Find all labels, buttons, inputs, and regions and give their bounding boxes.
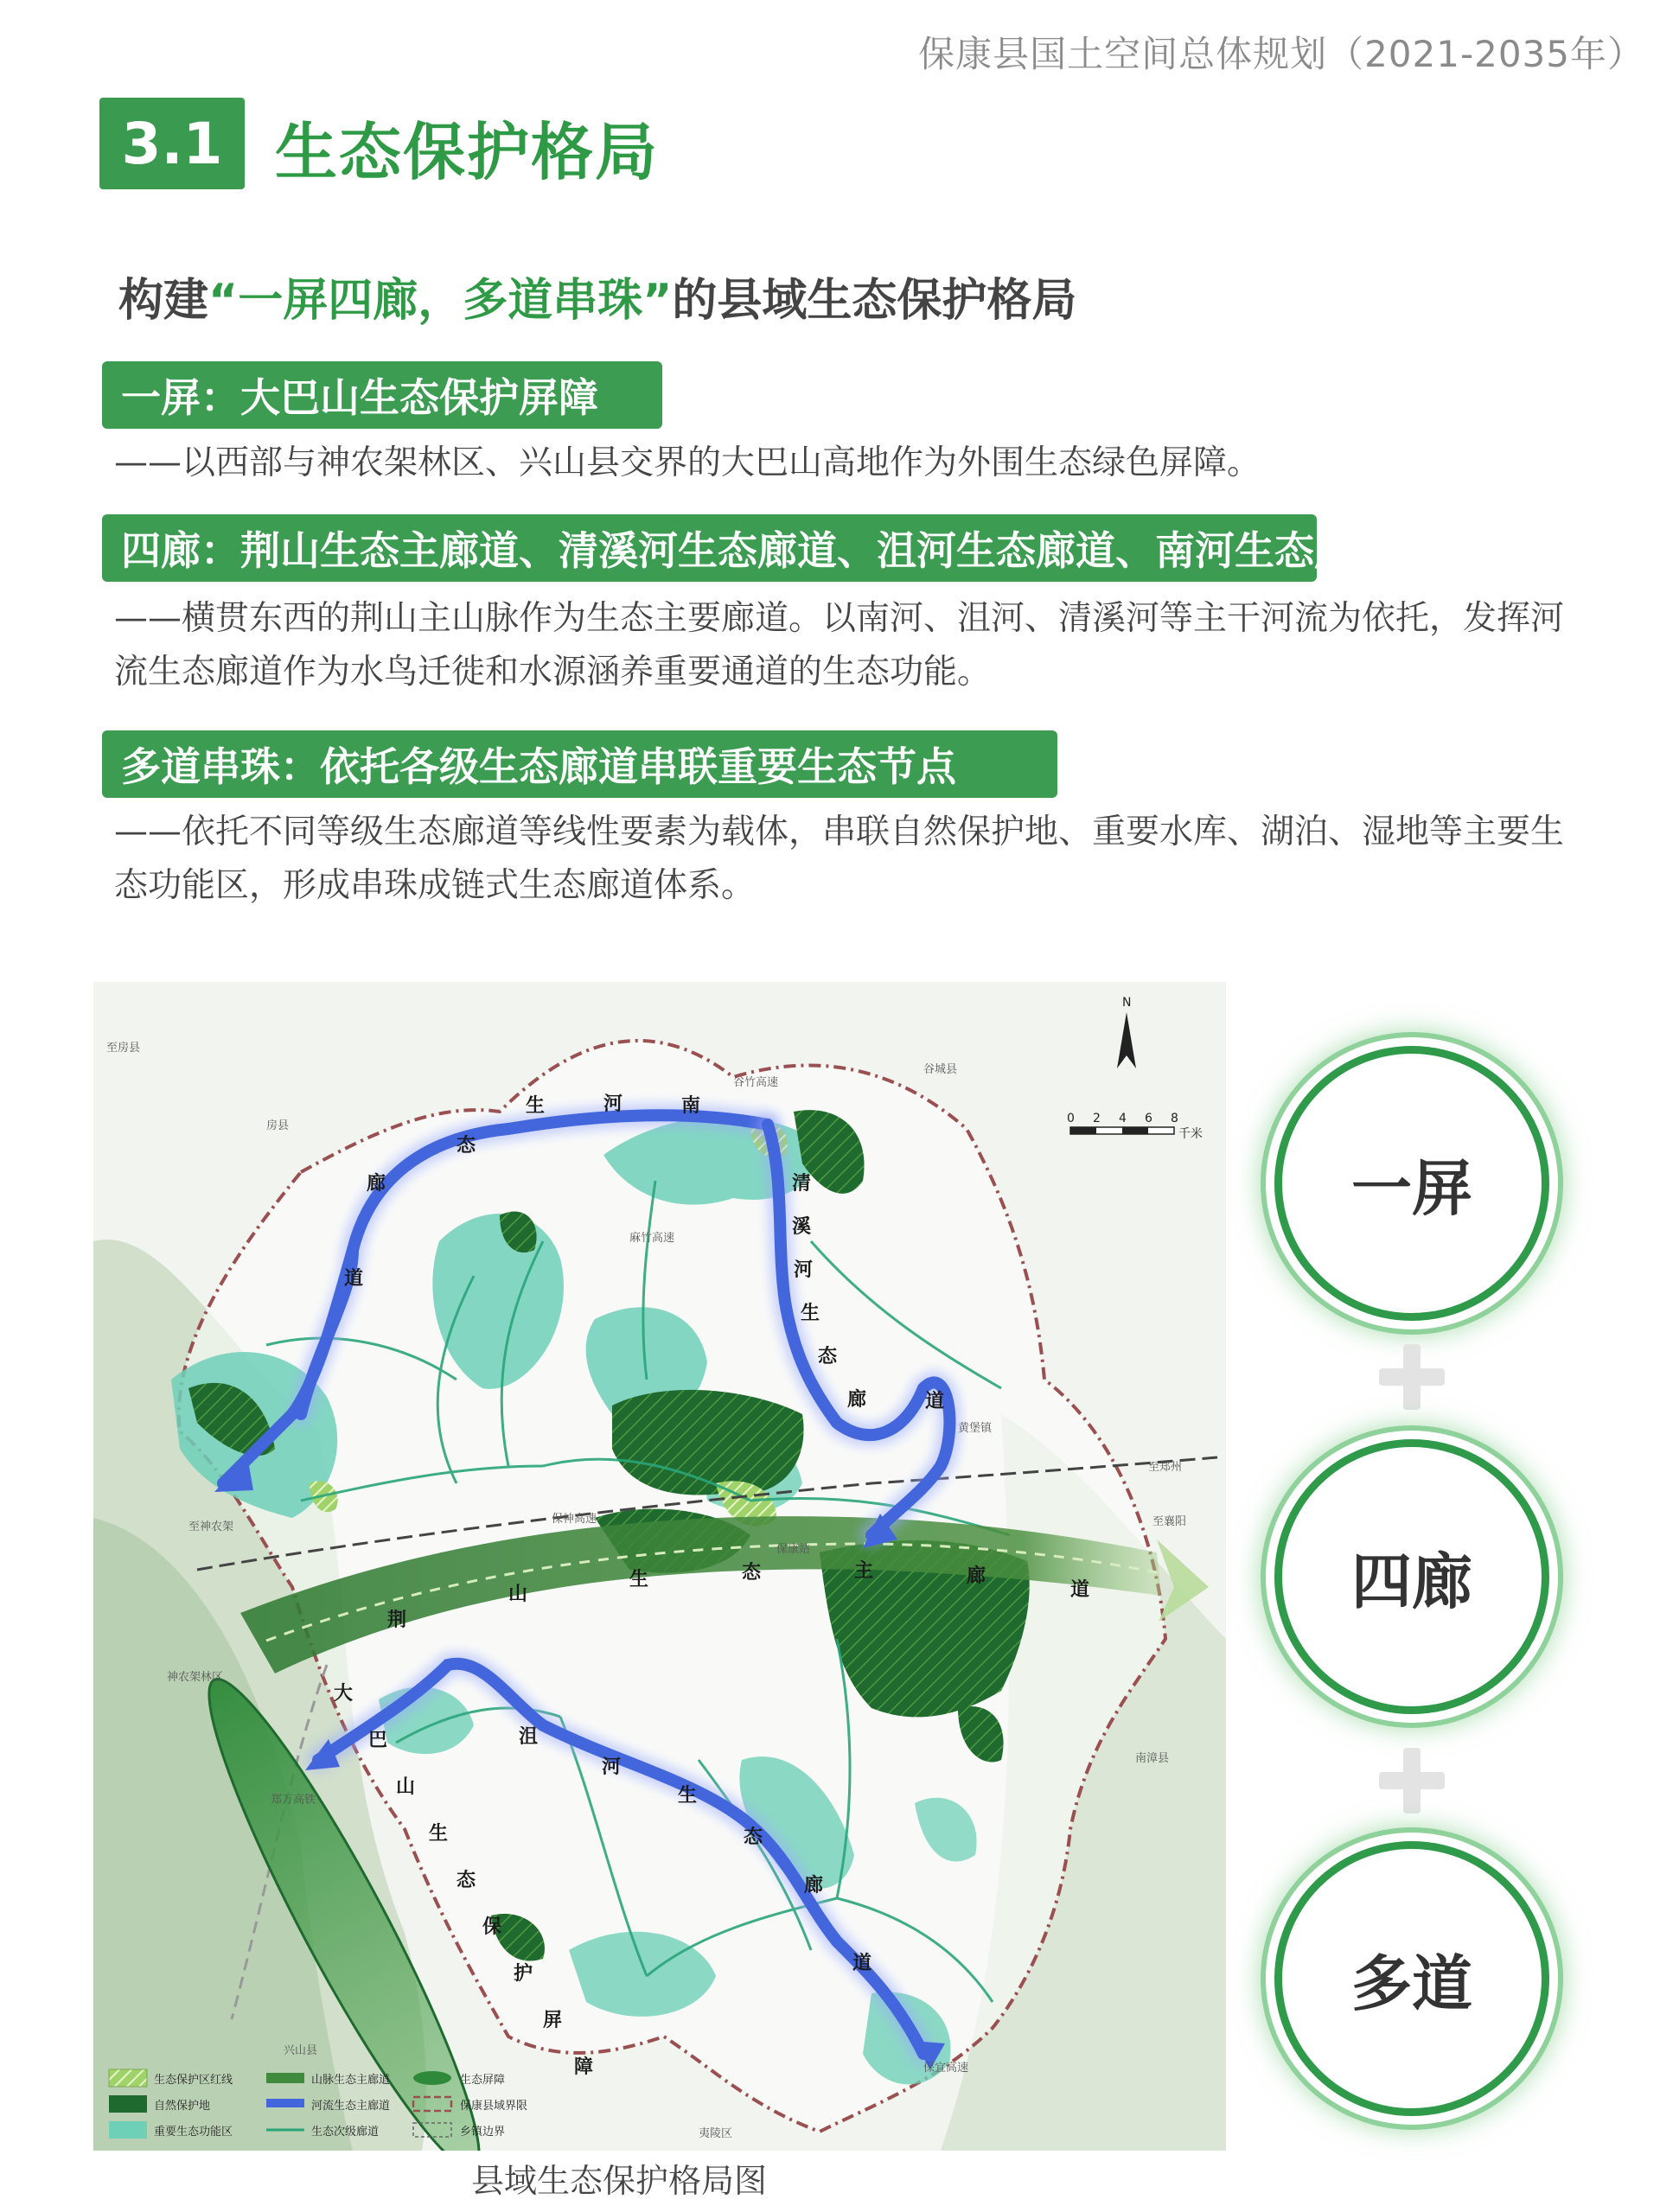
label-daba-5: 保 bbox=[482, 1916, 502, 1938]
item-heading-multi-path: 多道串珠：依托各级生态廊道串联重要生态节点 bbox=[102, 730, 1057, 798]
svg-text:保康县域界限: 保康县域界限 bbox=[460, 2100, 528, 2113]
label-daba-1: 巴 bbox=[368, 1730, 388, 1751]
label-daba-0: 大 bbox=[334, 1683, 354, 1705]
svg-text:8: 8 bbox=[1171, 1112, 1178, 1125]
circle-multi-path-label: 多道 bbox=[1351, 1947, 1472, 2019]
label-daba-6: 护 bbox=[514, 1963, 533, 1985]
label-daba-4: 态 bbox=[456, 1870, 476, 1891]
nature-reserve-3 bbox=[612, 1390, 804, 1495]
label-juhe-4: 廊 bbox=[804, 1875, 824, 1896]
label-jingshan-1: 山 bbox=[508, 1584, 528, 1605]
label-nanhe-2: 生 bbox=[526, 1095, 546, 1117]
section-number: 3.1 bbox=[99, 98, 245, 189]
place-zhengwan-rail: 郑万高铁 bbox=[271, 1794, 316, 1807]
svg-text:生态屏障: 生态屏障 bbox=[460, 2074, 506, 2087]
document-title: 保康县国土空间总体规划（2021-2035年） bbox=[918, 33, 1644, 75]
item-text-corridors: ——横贯东西的荆山主山脉作为生态主要廊道。以南河、沮河、清溪河等主干河流为依托，发挥河流生态廊道作为水鸟迁徙和水源涵养重要通道的生态功能。 bbox=[114, 599, 1565, 692]
place-mazhu-hwy: 麻竹高速 bbox=[629, 1232, 675, 1245]
label-nanhe-0: 南 bbox=[681, 1095, 701, 1117]
item-text-screen: ——以西部与神农架林区、兴山县交界的大巴山高地作为外围生态绿色屏障。 bbox=[114, 443, 1261, 482]
plus-icon bbox=[1379, 1344, 1445, 1410]
label-daba-3: 生 bbox=[429, 1823, 449, 1845]
label-qingxi-6: 道 bbox=[925, 1391, 945, 1412]
label-daba-7: 屏 bbox=[543, 2010, 563, 2031]
label-jingshan-4: 主 bbox=[854, 1560, 874, 1582]
svg-text:0: 0 bbox=[1067, 1112, 1075, 1125]
label-qingxi-0: 清 bbox=[792, 1173, 812, 1195]
circle-one-screen-label: 一屏 bbox=[1351, 1152, 1472, 1224]
svg-text:生态次级廊道: 生态次级廊道 bbox=[311, 2126, 380, 2139]
place-shennongjia-to: 至神农架 bbox=[188, 1520, 234, 1533]
section-title: 生态保护格局 bbox=[275, 116, 660, 188]
label-daba-2: 山 bbox=[396, 1776, 416, 1798]
label-qingxi-3: 生 bbox=[801, 1303, 820, 1324]
headline bbox=[118, 264, 1076, 328]
plus-icon bbox=[1379, 1748, 1445, 1814]
place-fangxian-to: 至房县 bbox=[106, 1042, 141, 1055]
label-nanhe-1: 河 bbox=[603, 1093, 623, 1115]
svg-text:山脉生态主廊道: 山脉生态主廊道 bbox=[311, 2074, 391, 2087]
label-jingshan-0: 荆 bbox=[387, 1610, 407, 1631]
svg-text:千米: 千米 bbox=[1178, 1127, 1203, 1141]
map-legend bbox=[109, 2069, 527, 2139]
place-xingshan: 兴山县 bbox=[284, 2044, 318, 2057]
item-heading-screen: 一屏：大巴山生态保护屏障 bbox=[102, 361, 662, 429]
label-juhe-0: 沮 bbox=[519, 1726, 539, 1748]
label-jingshan-6: 道 bbox=[1070, 1579, 1090, 1601]
circle-four-corridors-label: 四廊 bbox=[1351, 1546, 1472, 1617]
place-baoshen-hwy: 保神高速 bbox=[552, 1513, 597, 1526]
circle-one-screen bbox=[1274, 1046, 1549, 1321]
label-juhe-5: 道 bbox=[852, 1953, 872, 1974]
headline-highlight: “一屏四廊，多道串珠” bbox=[208, 275, 673, 327]
place-baoyi-hwy: 保宜高速 bbox=[923, 2062, 969, 2075]
place-shennongjia: 神农架林区 bbox=[167, 1671, 224, 1684]
svg-text:2: 2 bbox=[1093, 1112, 1101, 1125]
label-nanhe-4: 廊 bbox=[367, 1173, 386, 1195]
label-nanhe-3: 态 bbox=[456, 1135, 476, 1157]
place-zhengzhou-to: 至郑州 bbox=[1148, 1461, 1183, 1474]
label-qingxi-1: 溪 bbox=[792, 1216, 812, 1238]
place-nanzhang: 南漳县 bbox=[1135, 1752, 1170, 1765]
svg-text:生态保护区红线: 生态保护区红线 bbox=[154, 2074, 233, 2087]
circle-multi-path bbox=[1274, 1841, 1549, 2116]
place-huangbao: 黄堡镇 bbox=[958, 1422, 993, 1435]
svg-text:自然保护地: 自然保护地 bbox=[154, 2100, 211, 2113]
headline-prefix: 构建 bbox=[118, 275, 209, 327]
svg-text:河流生态主廊道: 河流生态主廊道 bbox=[311, 2100, 391, 2113]
svg-text:N: N bbox=[1122, 996, 1132, 1010]
place-gucheng: 谷城县 bbox=[923, 1063, 958, 1076]
label-qingxi-2: 河 bbox=[794, 1259, 814, 1281]
label-juhe-3: 态 bbox=[744, 1826, 763, 1848]
map-caption: 县域生态保护格局图 bbox=[470, 2162, 767, 2200]
svg-text:4: 4 bbox=[1119, 1112, 1127, 1125]
label-juhe-2: 生 bbox=[678, 1785, 698, 1807]
headline-suffix: 的县域生态保护格局 bbox=[672, 275, 1077, 327]
ecological-pattern-map bbox=[93, 982, 1226, 2151]
label-jingshan-5: 廊 bbox=[967, 1565, 986, 1587]
item-heading-corridors: 四廊：荆山生态主廊道、清溪河生态廊道、沮河生态廊道、南河生态廊道 bbox=[102, 514, 1317, 582]
svg-text:重要生态功能区: 重要生态功能区 bbox=[154, 2126, 233, 2139]
label-juhe-1: 河 bbox=[602, 1756, 622, 1778]
place-baokang-station: 保康站 bbox=[776, 1543, 811, 1556]
place-guzhu-hwy: 谷竹高速 bbox=[733, 1076, 779, 1089]
label-qingxi-4: 态 bbox=[818, 1346, 838, 1367]
item-text-multi-path: ——依托不同等级生态廊道等线性要素为载体，串联自然保护地、重要水库、湖泊、湿地等主要生态功能区，形成串珠成链式生态廊道体系。 bbox=[114, 813, 1565, 905]
label-jingshan-3: 态 bbox=[742, 1562, 762, 1584]
label-jingshan-2: 生 bbox=[629, 1569, 649, 1590]
svg-text:乡镇边界: 乡镇边界 bbox=[460, 2126, 506, 2139]
label-nanhe-5: 道 bbox=[344, 1268, 364, 1290]
label-qingxi-5: 廊 bbox=[847, 1389, 867, 1411]
place-xiangyang-to: 至襄阳 bbox=[1152, 1515, 1187, 1528]
svg-text:6: 6 bbox=[1145, 1112, 1152, 1125]
circle-four-corridors bbox=[1274, 1439, 1549, 1714]
label-daba-8: 障 bbox=[574, 2056, 594, 2078]
place-fangxian: 房县 bbox=[266, 1119, 290, 1132]
place-yiling: 夷陵区 bbox=[699, 2127, 733, 2140]
